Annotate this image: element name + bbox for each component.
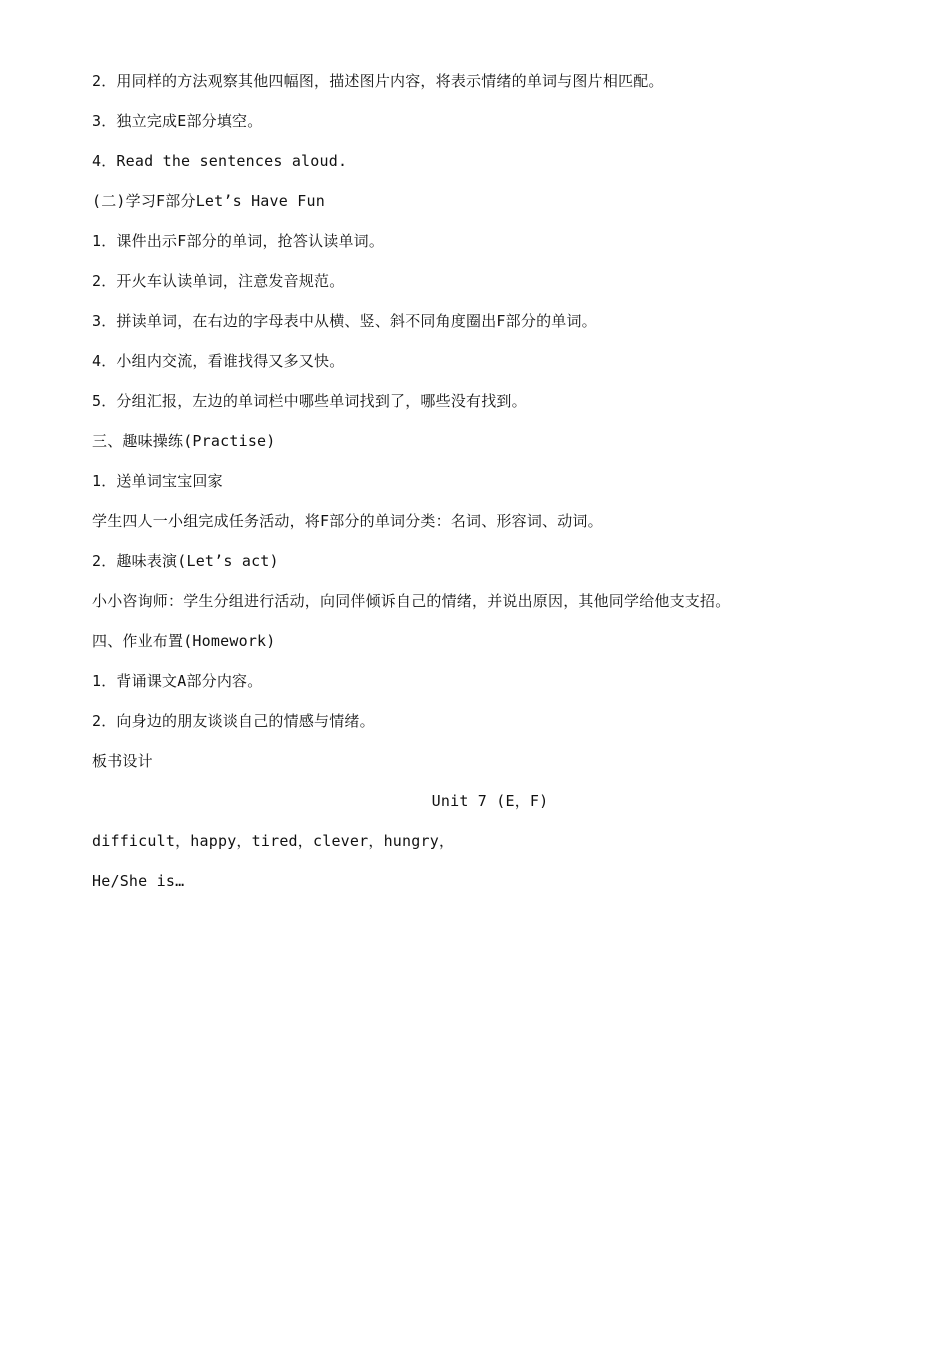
text-line: 4．Read the sentences aloud.	[92, 152, 348, 170]
text-line: 2．开火车认读单词，注意发音规范。	[92, 272, 345, 290]
text-line: 3．拼读单词，在右边的字母表中从横、竖、斜不同角度圈出F部分的单词。	[92, 312, 597, 330]
text-line: He/She is…	[92, 872, 185, 890]
section-heading: 三、趣味操练(Practise)	[92, 432, 276, 450]
text-line: 2．用同样的方法观察其他四幅图，描述图片内容，将表示情绪的单词与图片相匹配。	[92, 72, 664, 90]
text-line: 1．背诵课文A部分内容。	[92, 672, 263, 690]
text-line: 3．独立完成E部分填空。	[92, 112, 263, 130]
section-heading: 板书设计	[92, 752, 153, 770]
text-line: 学生四人一小组完成任务活动，将F部分的单词分类：名词、形容词、动词。	[92, 512, 603, 530]
board-title: Unit 7 (E，F)	[431, 792, 549, 810]
text-line: difficult，happy，tired，clever，hungry，	[92, 832, 455, 850]
text-line: 2．趣味表演(Let’s act)	[92, 552, 279, 570]
text-line: 4．小组内交流，看谁找得又多又快。	[92, 352, 345, 370]
section-heading: (二)学习F部分Let’s Have Fun	[92, 192, 325, 210]
text-line: 1．课件出示F部分的单词，抢答认读单词。	[92, 232, 385, 250]
text-line: 5．分组汇报，左边的单词栏中哪些单词找到了，哪些没有找到。	[92, 392, 527, 410]
text-line: 小小咨询师：学生分组进行活动，向同伴倾诉自己的情绪，并说出原因，其他同学给他支支招。	[92, 592, 731, 610]
section-heading: 四、作业布置(Homework)	[92, 632, 276, 650]
text-line: 2．向身边的朋友谈谈自己的情感与情绪。	[92, 712, 375, 730]
text-line: 1．送单词宝宝回家	[92, 472, 223, 490]
